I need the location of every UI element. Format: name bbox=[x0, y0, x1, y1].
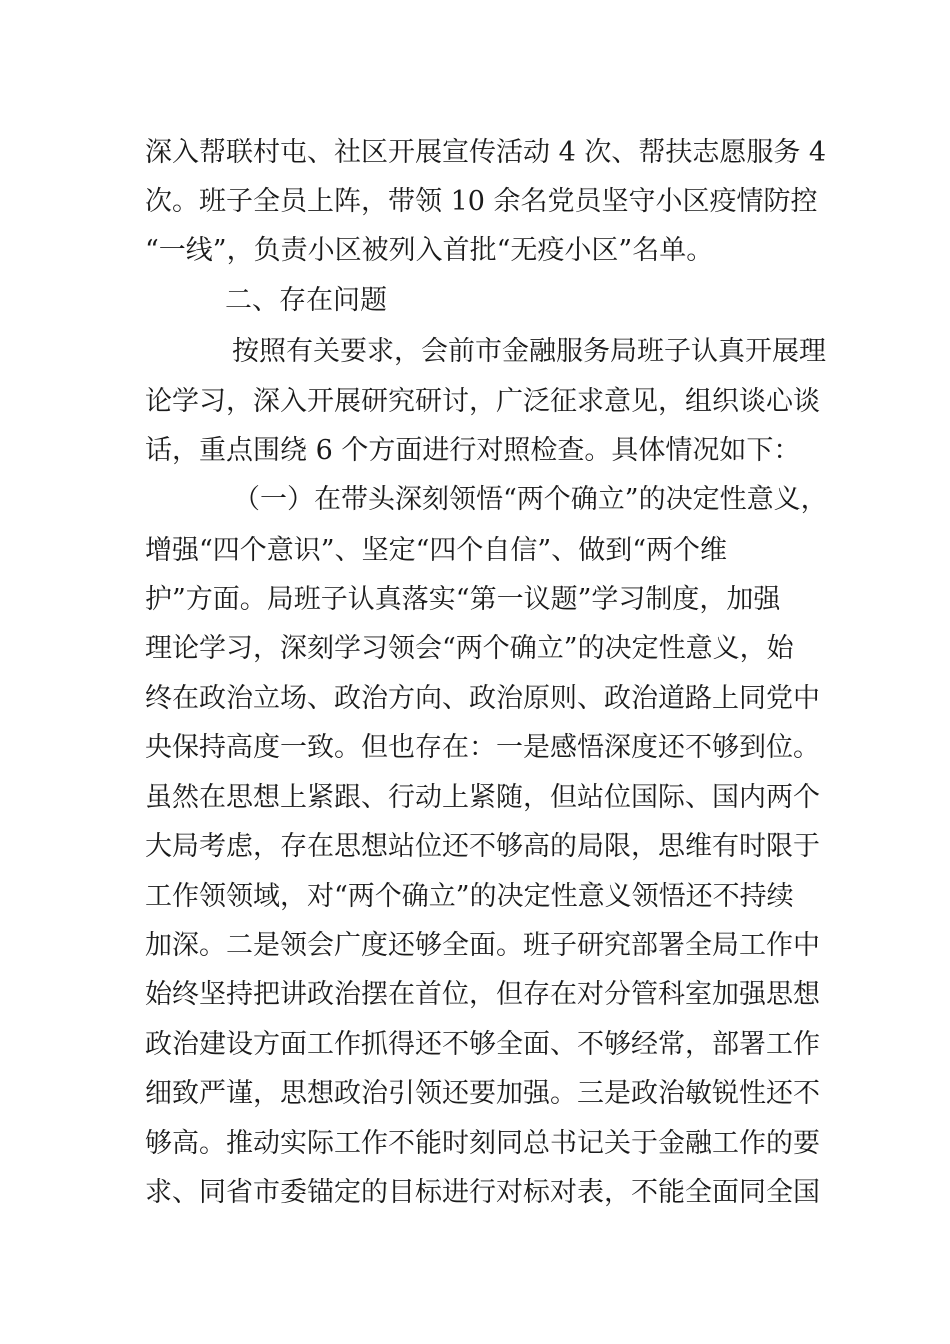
body-text-line: 深入帮联村屯、社区开展宣传活动 4 次、帮扶志愿服务 4 bbox=[145, 137, 827, 168]
body-text-line: 工作领领域，对“两个确立”的决定性意义领悟还不持续 bbox=[145, 881, 794, 912]
body-text-line: 话，重点围绕 6 个方面进行对照检查。具体情况如下： bbox=[145, 435, 801, 466]
body-text-line: 加深。二是领会广度还够全面。班子研究部署全局工作中 bbox=[145, 930, 820, 961]
body-text-line: 始终坚持把讲政治摆在首位，但存在对分管科室加强思想 bbox=[145, 979, 820, 1010]
body-text-line: 虽然在思想上紧跟、行动上紧随，但站位国际、国内两个 bbox=[145, 782, 820, 813]
paragraph-first-line: 按照有关要求，会前市金融服务局班子认真开展理 bbox=[232, 336, 826, 367]
body-text-line: 大局考虑，存在思想站位还不够高的局限，思维有时限于 bbox=[145, 831, 820, 862]
body-text-line: 次。班子全员上阵，带领 10 余名党员坚守小区疫情防控 bbox=[145, 186, 818, 217]
body-text-line: 够高。推动实际工作不能时刻同总书记关于金融工作的要 bbox=[145, 1128, 820, 1159]
body-text-line: 理论学习，深刻学习领会“两个确立”的决定性意义，始 bbox=[145, 633, 794, 664]
body-text-line: 增强“四个意识”、坚定“四个自信”、做到“两个维 bbox=[145, 535, 728, 566]
body-text-line: 细致严谨，思想政治引领还要加强。三是政治敏锐性还不 bbox=[145, 1078, 820, 1109]
body-text-line: 论学习，深入开展研究研讨，广泛征求意见，组织谈心谈 bbox=[145, 386, 820, 417]
body-text-line: “一线”，负责小区被列入首批“无疫小区”名单。 bbox=[145, 235, 714, 266]
section-heading: 二、存在问题 bbox=[225, 285, 387, 316]
body-text-line: 护”方面。局班子认真落实“第一议题”学习制度，加强 bbox=[145, 584, 781, 615]
body-text-line: 政治建设方面工作抓得还不够全面、不够经常，部署工作 bbox=[145, 1029, 820, 1060]
subsection-heading-line: （一）在带头深刻领悟“两个确立”的决定性意义， bbox=[233, 484, 828, 515]
body-text-line: 终在政治立场、政治方向、政治原则、政治道路上同党中 bbox=[145, 683, 820, 714]
body-text-line: 求、同省市委锚定的目标进行对标对表，不能全面同全国 bbox=[145, 1177, 820, 1208]
body-text-line: 央保持高度一致。但也存在：一是感悟深度还不够到位。 bbox=[145, 732, 820, 763]
